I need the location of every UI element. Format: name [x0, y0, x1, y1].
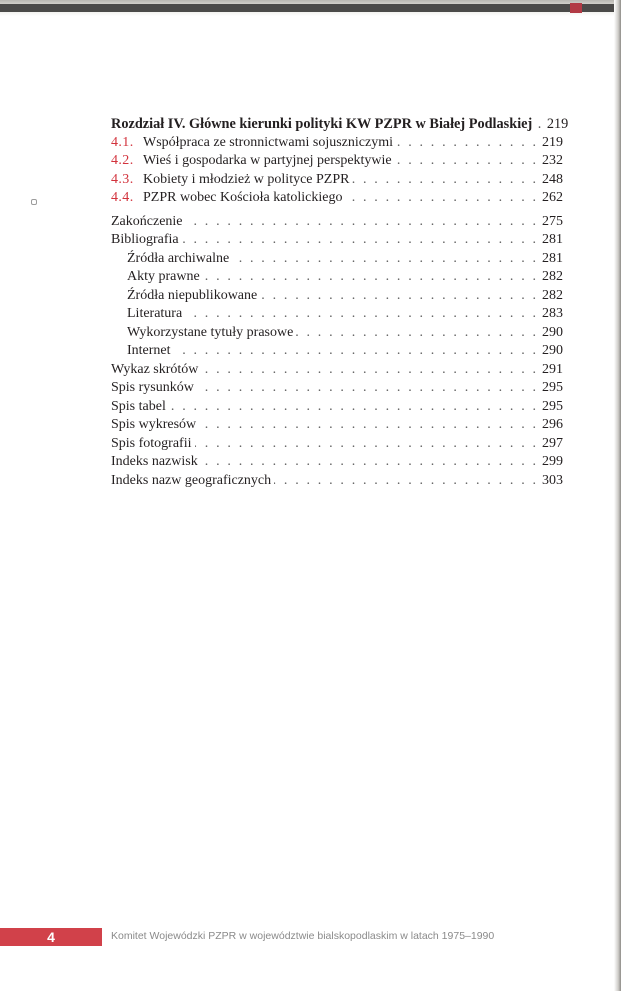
- toc-subentry[interactable]: [111, 268, 563, 287]
- section-number: 4.1.: [111, 134, 134, 150]
- toc-back-matter: [111, 213, 563, 491]
- toc-entry-page: 291: [542, 361, 563, 377]
- toc-entry-title: Literatura: [127, 306, 183, 321]
- toc-entry[interactable]: [111, 231, 563, 250]
- dot-leader: [197, 379, 536, 398]
- toc-entry-title: Indeks nazw geograficznych: [111, 472, 272, 488]
- toc-entry-title: Internet: [127, 343, 171, 358]
- toc-entry-title: Rozdział IV. Główne kierunki polityki KW PZPR w Białej Podlaskiej: [111, 116, 533, 132]
- dot-leader: [186, 213, 536, 232]
- toc-entry-title: Zakończenie: [111, 213, 183, 229]
- toc-entry[interactable]: [111, 472, 563, 491]
- toc-subentry[interactable]: [111, 287, 563, 306]
- toc-entry-page: 281: [542, 250, 563, 266]
- toc-entry-page: 303: [542, 472, 563, 488]
- toc-entry-title: Indeks nazwisk: [111, 454, 198, 469]
- toc-entry[interactable]: [111, 213, 563, 232]
- dot-leader: [199, 416, 536, 435]
- toc-entry-page: 295: [542, 398, 563, 414]
- toc-entry-page: 281: [542, 232, 563, 247]
- dot-leader: [174, 342, 536, 361]
- toc-entry-page: 219: [542, 134, 563, 150]
- toc-entry-title: Spis tabel: [111, 398, 166, 414]
- dot-leader: [195, 435, 537, 454]
- dot-leader: [274, 472, 536, 491]
- toc-entry-title: Wieś i gospodarka w partyjnej perspektywie: [143, 153, 392, 168]
- dot-leader: [185, 305, 536, 324]
- toc-section-entry[interactable]: [111, 152, 563, 171]
- toc-entry-page: 232: [542, 153, 563, 168]
- dot-leader: [201, 361, 536, 380]
- toc-entry[interactable]: [111, 435, 563, 454]
- dot-leader: [169, 398, 536, 417]
- section-number: 4.2.: [111, 153, 134, 168]
- toc-entry-page: 296: [542, 417, 563, 432]
- scan-speck: [31, 199, 37, 205]
- footer-page-number: 4: [47, 929, 55, 945]
- toc-entry-title: Kobiety i młodzież w polityce PZPR: [143, 171, 350, 187]
- toc-entry-title: Źródła archiwalne: [127, 250, 230, 266]
- footer-running-title: Komitet Wojewódzki PZPR w województwie bialskopodlaskim w latach 1975–1990: [111, 930, 495, 942]
- dot-leader: [260, 287, 536, 306]
- dot-leader: [182, 231, 536, 250]
- dot-leader: [203, 268, 536, 287]
- toc-section-entry[interactable]: [111, 134, 563, 153]
- toc-entry[interactable]: [111, 416, 563, 435]
- book-top-marker: [570, 3, 582, 13]
- toc-sections: [111, 134, 563, 208]
- book-top-border: [0, 4, 621, 12]
- toc-subentry[interactable]: [111, 342, 563, 361]
- toc-entry-page: 290: [542, 324, 563, 340]
- toc-entry-page: 282: [542, 287, 563, 303]
- dot-leader: [396, 134, 536, 153]
- section-number: 4.4.: [111, 190, 134, 205]
- toc-entry-title: Źródła niepublikowane: [127, 287, 258, 303]
- toc-entry-title: Wykaz skrótów: [111, 361, 199, 377]
- toc-entry-title: Spis rysunków: [111, 380, 194, 395]
- section-number: 4.3.: [111, 171, 134, 187]
- toc-entry-page: 290: [542, 343, 563, 358]
- dot-leader: [352, 171, 536, 190]
- toc-entry-title: Bibliografia: [111, 232, 179, 247]
- toc-entry[interactable]: [111, 453, 563, 472]
- toc-entry-page: 248: [542, 171, 563, 187]
- toc-entry[interactable]: [111, 361, 563, 380]
- toc-subentry[interactable]: [111, 250, 563, 269]
- dot-leader: [201, 453, 536, 472]
- toc-section-entry[interactable]: [111, 189, 563, 208]
- toc-entry-page: 295: [542, 380, 563, 395]
- toc-entry-page: 282: [542, 269, 563, 284]
- dot-leader: [345, 189, 536, 208]
- toc-entry-title: PZPR wobec Kościoła katolickiego: [143, 190, 343, 205]
- toc-entry-title: Współpraca ze stronnictwami sojuszniczymi: [143, 134, 393, 150]
- table-of-contents: [111, 115, 569, 490]
- toc-entry-page: 297: [542, 435, 563, 451]
- toc-entry[interactable]: [111, 379, 563, 398]
- toc-entry-title: Wykorzystane tytuły prasowe: [127, 324, 294, 340]
- toc-chapter-heading[interactable]: [111, 115, 569, 134]
- scan-right-edge: [614, 0, 621, 991]
- toc-entry-title: Akty prawne: [127, 269, 200, 284]
- toc-entry-title: Spis fotografii: [111, 435, 192, 451]
- dot-leader: [395, 152, 536, 171]
- toc-section-entry[interactable]: [111, 171, 563, 190]
- toc-entry-title: Spis wykresów: [111, 417, 197, 432]
- toc-subentry[interactable]: [111, 324, 563, 343]
- toc-entry[interactable]: [111, 398, 563, 417]
- toc-entry-page: 275: [542, 213, 563, 229]
- toc-entry-page: 219: [546, 116, 569, 132]
- toc-entry-page: 262: [542, 190, 563, 205]
- toc-entry-page: 283: [542, 306, 563, 321]
- dot-leader: [296, 324, 536, 343]
- toc-entry-page: 299: [542, 454, 563, 469]
- toc-subentry[interactable]: [111, 305, 563, 324]
- dot-leader: [232, 250, 536, 269]
